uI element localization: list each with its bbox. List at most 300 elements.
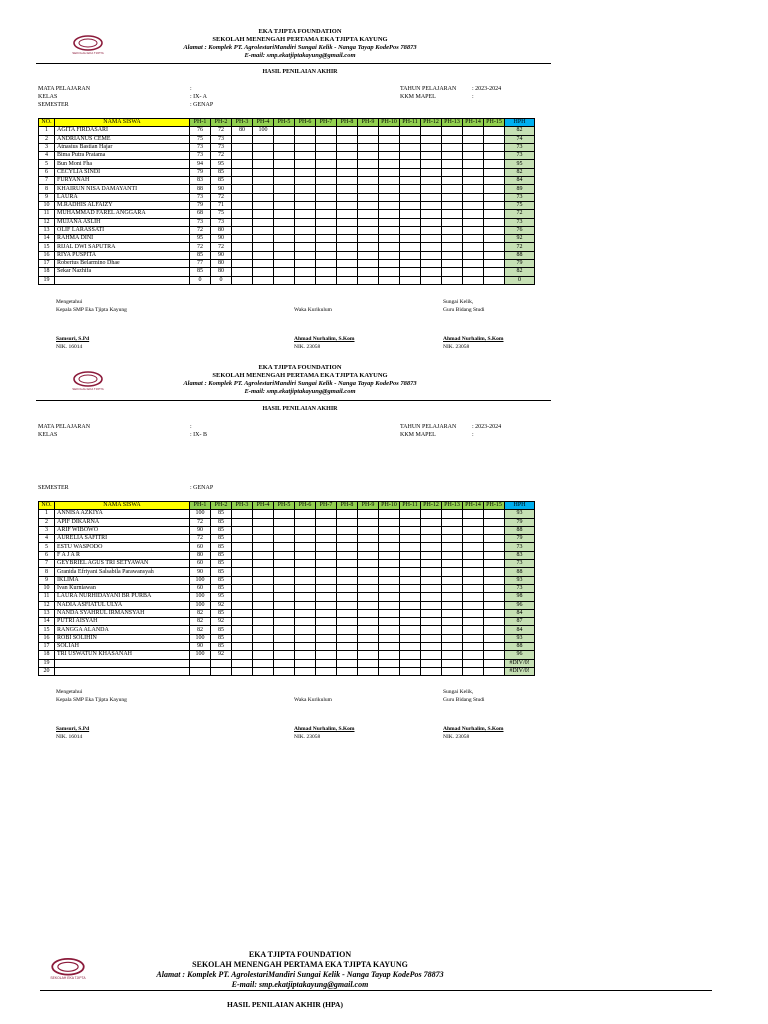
grade-cell: [232, 618, 253, 626]
school-logo-icon: [50, 956, 86, 982]
grade-cell: [274, 127, 295, 135]
grade-cell: [358, 659, 379, 667]
grade-cell: [337, 226, 358, 234]
table-row: [39, 268, 535, 276]
grade-cell: [316, 634, 337, 642]
grade-cell: [463, 276, 484, 284]
grade-cell: [442, 276, 463, 284]
grade-cell: [337, 218, 358, 226]
label-tahun: TAHUN PELAJARAN: [400, 86, 457, 92]
grade-cell: [421, 276, 442, 284]
grade-cell: [232, 260, 253, 268]
table-row: [39, 168, 535, 176]
grade-cell: [442, 626, 463, 634]
table-row: [39, 260, 535, 268]
grade-cell: [337, 535, 358, 543]
grade-cell: [358, 643, 379, 651]
grade-cell: [442, 260, 463, 268]
grade-cell: 80: [211, 268, 232, 276]
grade-cell: [253, 593, 274, 601]
grade-cell: [337, 193, 358, 201]
grade-cell: [274, 268, 295, 276]
grade-cell: [358, 626, 379, 634]
grade-cell: 75: [211, 210, 232, 218]
grade-cell: [337, 576, 358, 584]
student-name: RIYA PUSPITA: [55, 251, 190, 259]
grade-cell: [484, 560, 505, 568]
grade-cell: [421, 518, 442, 526]
grade-cell: [379, 251, 400, 259]
hph-cell: 95: [505, 160, 535, 168]
grade-cell: [442, 593, 463, 601]
grades-table: [38, 118, 535, 285]
grade-cell: [295, 201, 316, 209]
grade-cell: [274, 168, 295, 176]
meta-left: [38, 85, 90, 109]
header-ph: PH-12: [421, 119, 442, 127]
row-number: 19: [39, 276, 55, 284]
meta-left: [38, 423, 90, 439]
grade-cell: [400, 235, 421, 243]
grade-cell: [421, 568, 442, 576]
grade-cell: [442, 510, 463, 518]
grade-cell: [295, 218, 316, 226]
letterhead: [150, 28, 450, 60]
grade-cell: [316, 510, 337, 518]
grade-cell: 90: [211, 235, 232, 243]
grade-cell: [295, 260, 316, 268]
sig-waka-name: Ahmad Nurhalim, S.Kom: [294, 336, 355, 342]
grade-cell: [421, 667, 442, 675]
row-number: 1: [39, 127, 55, 135]
table-row: [39, 634, 535, 642]
label-semester: SEMESTER: [38, 102, 69, 108]
grade-cell: 72: [190, 226, 211, 234]
grade-cell: [421, 576, 442, 584]
sig-guru-name: Ahmad Nurhalim, S.Kom: [443, 336, 504, 342]
grade-cell: 95: [190, 235, 211, 243]
grade-cell: [358, 609, 379, 617]
grade-cell: [316, 535, 337, 543]
grade-cell: [442, 634, 463, 642]
grade-cell: [316, 201, 337, 209]
grade-cell: 82: [190, 626, 211, 634]
grade-cell: [421, 626, 442, 634]
grade-cell: [379, 584, 400, 592]
value-kelas: : IX- A: [190, 94, 207, 100]
grade-cell: [358, 226, 379, 234]
header-ph: PH-11: [400, 119, 421, 127]
grade-cell: [442, 609, 463, 617]
grade-cell: [232, 268, 253, 276]
grade-cell: [358, 152, 379, 160]
student-name: KHAIRUN NISA DAMAYANTI: [55, 185, 190, 193]
student-name: NADIA ASFIATUL ULYA: [55, 601, 190, 609]
student-name: FURYANAH: [55, 177, 190, 185]
hph-cell: 79: [505, 518, 535, 526]
grade-cell: [379, 218, 400, 226]
grade-cell: [484, 201, 505, 209]
school-address: Alamat : Komplek PT. AgrolestariMandiri Sungai Kelik - Nanga Tayap KodePos 78873: [183, 44, 417, 51]
grade-cell: [253, 510, 274, 518]
student-name: LAURA NURHIDAYANI BR PURBA: [55, 593, 190, 601]
grade-cell: [358, 560, 379, 568]
sig-kepala-nik: NIK. 16014: [56, 734, 83, 740]
grade-cell: 85: [211, 510, 232, 518]
grade-cell: [295, 193, 316, 201]
grade-cell: [316, 193, 337, 201]
grade-cell: [337, 152, 358, 160]
grade-cell: [232, 626, 253, 634]
grade-cell: [484, 152, 505, 160]
table-row: [39, 152, 535, 160]
grade-cell: [379, 667, 400, 675]
student-name: GEYBRIEL AGUS TRI SETYAWAN: [55, 560, 190, 568]
grade-cell: [316, 643, 337, 651]
row-number: 10: [39, 584, 55, 592]
school-logo-icon: [72, 34, 104, 56]
grade-cell: [232, 667, 253, 675]
student-name: Robertus Belarmino Dhae: [55, 260, 190, 268]
grade-cell: [442, 127, 463, 135]
grade-cell: [484, 551, 505, 559]
grade-cell: [484, 618, 505, 626]
grade-cell: [295, 568, 316, 576]
grade-cell: [421, 251, 442, 259]
grade-cell: [274, 193, 295, 201]
grade-cell: [232, 568, 253, 576]
grade-cell: [337, 235, 358, 243]
meta-right: [400, 85, 456, 101]
grade-cell: [295, 601, 316, 609]
grade-cell: [253, 526, 274, 534]
grade-cell: [295, 560, 316, 568]
grade-cell: [253, 218, 274, 226]
grade-cell: [421, 201, 442, 209]
grade-cell: [358, 251, 379, 259]
grade-cell: [232, 609, 253, 617]
grade-cell: [316, 518, 337, 526]
grade-cell: [316, 160, 337, 168]
grade-cell: [253, 201, 274, 209]
table-row: [39, 667, 535, 675]
school-email: E-mail: smp.ekatjiptakayung@gmail.com: [244, 52, 356, 59]
grade-cell: [421, 193, 442, 201]
grade-cell: [379, 518, 400, 526]
hph-cell: #DIV/0!: [505, 667, 535, 675]
grade-cell: [400, 201, 421, 209]
report-section-3: [0, 946, 768, 1024]
grade-cell: [484, 135, 505, 143]
grade-cell: [400, 127, 421, 135]
grade-cell: [442, 651, 463, 659]
hph-cell: 84: [505, 626, 535, 634]
hph-cell: 83: [505, 551, 535, 559]
letterhead: [100, 950, 500, 990]
grade-cell: [421, 601, 442, 609]
grade-cell: [316, 551, 337, 559]
grade-cell: [295, 634, 316, 642]
row-number: 20: [39, 667, 55, 675]
grade-cell: [379, 551, 400, 559]
row-number: 18: [39, 651, 55, 659]
grade-cell: [232, 251, 253, 259]
grade-cell: [253, 576, 274, 584]
grade-cell: [337, 651, 358, 659]
grade-cell: [337, 543, 358, 551]
row-number: 15: [39, 243, 55, 251]
grade-cell: [274, 510, 295, 518]
grade-cell: 79: [190, 168, 211, 176]
grade-cell: [484, 160, 505, 168]
student-name: AGITA FIRDASARI: [55, 127, 190, 135]
grade-cell: [274, 226, 295, 234]
grade-cell: [421, 643, 442, 651]
sig-kepala-name: Samsuri, S.Pd: [56, 726, 90, 732]
grade-cell: [274, 535, 295, 543]
student-name: SOLIAH: [55, 643, 190, 651]
grade-cell: [295, 510, 316, 518]
grade-cell: [484, 609, 505, 617]
grade-cell: [379, 243, 400, 251]
svg-text:SEKOLAH EKA TJIPTA: SEKOLAH EKA TJIPTA: [72, 51, 104, 55]
letterhead-divider: [40, 990, 712, 991]
hph-cell: 96: [505, 601, 535, 609]
row-number: 19: [39, 659, 55, 667]
grade-cell: 85: [211, 543, 232, 551]
grade-cell: [274, 177, 295, 185]
grade-cell: [337, 243, 358, 251]
grade-cell: [484, 218, 505, 226]
row-number: 7: [39, 560, 55, 568]
svg-text:SEKOLAH EKA TJIPTA: SEKOLAH EKA TJIPTA: [72, 387, 104, 391]
grade-cell: [442, 535, 463, 543]
grade-cell: [316, 235, 337, 243]
table-row: [39, 609, 535, 617]
grade-cell: [274, 576, 295, 584]
grade-cell: [295, 160, 316, 168]
grade-cell: [295, 593, 316, 601]
grade-cell: 72: [211, 127, 232, 135]
grade-cell: 85: [211, 518, 232, 526]
header-ph: PH-14: [463, 119, 484, 127]
grade-cell: [295, 268, 316, 276]
grade-cell: [463, 268, 484, 276]
grade-cell: [400, 143, 421, 151]
table-row: [39, 127, 535, 135]
grade-cell: [337, 659, 358, 667]
grade-cell: 68: [190, 210, 211, 218]
grade-cell: [190, 659, 211, 667]
grade-cell: [400, 584, 421, 592]
grade-cell: [358, 260, 379, 268]
grade-cell: [463, 260, 484, 268]
grade-cell: [484, 260, 505, 268]
grade-cell: [316, 651, 337, 659]
meta-right-values: [472, 423, 501, 439]
grade-cell: [295, 152, 316, 160]
grade-cell: [421, 535, 442, 543]
header-ph: PH-13: [442, 119, 463, 127]
grade-cell: [295, 185, 316, 193]
grade-cell: [400, 160, 421, 168]
grade-cell: [337, 518, 358, 526]
grade-cell: [232, 210, 253, 218]
table-row: [39, 185, 535, 193]
grade-cell: [316, 260, 337, 268]
grade-cell: 73: [211, 218, 232, 226]
grade-cell: [400, 634, 421, 642]
grade-cell: [232, 168, 253, 176]
header-ph: PH-15: [484, 502, 505, 510]
school-email: E-mail: smp.ekatjiptakayung@gmail.com: [244, 388, 356, 395]
grade-cell: [442, 518, 463, 526]
grade-cell: [295, 609, 316, 617]
grade-cell: [442, 560, 463, 568]
table-row: [39, 201, 535, 209]
hph-cell: 84: [505, 177, 535, 185]
grade-cell: [421, 210, 442, 218]
grade-cell: 72: [190, 518, 211, 526]
grade-cell: 73: [211, 143, 232, 151]
grade-cell: [274, 251, 295, 259]
grade-cell: 85: [211, 609, 232, 617]
grade-cell: 73: [211, 135, 232, 143]
table-row: [39, 659, 535, 667]
grade-cell: [316, 127, 337, 135]
grade-cell: [274, 235, 295, 243]
grade-cell: 85: [211, 568, 232, 576]
grade-cell: 85: [190, 251, 211, 259]
grade-cell: 72: [211, 243, 232, 251]
grade-cell: [442, 576, 463, 584]
hph-cell: 79: [505, 535, 535, 543]
grade-cell: 76: [190, 127, 211, 135]
header-ph: PH-9: [358, 119, 379, 127]
header-ph: PH-15: [484, 119, 505, 127]
grade-cell: 71: [211, 201, 232, 209]
grade-cell: [253, 135, 274, 143]
grade-cell: [421, 243, 442, 251]
grade-cell: [274, 593, 295, 601]
grade-cell: [337, 185, 358, 193]
grade-cell: [274, 643, 295, 651]
hph-cell: 73: [505, 543, 535, 551]
grade-cell: [358, 510, 379, 518]
student-name: [55, 276, 190, 284]
grade-cell: [337, 609, 358, 617]
grade-cell: [484, 634, 505, 642]
grade-cell: [253, 143, 274, 151]
grade-cell: [379, 226, 400, 234]
grade-cell: [253, 210, 274, 218]
grade-cell: [463, 667, 484, 675]
grade-cell: 73: [190, 143, 211, 151]
grade-cell: [274, 152, 295, 160]
header-ph: PH-2: [211, 119, 232, 127]
table-row: [39, 601, 535, 609]
grade-cell: [463, 659, 484, 667]
grade-cell: [379, 201, 400, 209]
grade-cell: [316, 243, 337, 251]
hph-cell: #DIV/0!: [505, 659, 535, 667]
grade-cell: [379, 618, 400, 626]
grade-cell: [295, 643, 316, 651]
label-mapel: MATA PELAJARAN: [38, 424, 91, 430]
grade-cell: [274, 526, 295, 534]
grade-cell: 85: [211, 576, 232, 584]
signature-guru: [443, 688, 504, 741]
grade-cell: [358, 618, 379, 626]
grade-cell: [379, 152, 400, 160]
grade-cell: [316, 576, 337, 584]
grade-cell: [421, 593, 442, 601]
student-name: MUJANA ASLIH: [55, 218, 190, 226]
grade-cell: [232, 601, 253, 609]
grade-cell: [337, 210, 358, 218]
student-name: ANDRIANUS CEME: [55, 135, 190, 143]
grade-cell: [379, 127, 400, 135]
grade-cell: [400, 168, 421, 176]
grade-cell: [232, 152, 253, 160]
grade-cell: [442, 543, 463, 551]
grade-cell: [316, 601, 337, 609]
grade-cell: [358, 651, 379, 659]
table-row: [39, 526, 535, 534]
grade-cell: [253, 643, 274, 651]
grade-cell: [253, 276, 274, 284]
grade-cell: [253, 168, 274, 176]
letterhead: [150, 364, 450, 396]
grade-cell: [253, 601, 274, 609]
grade-cell: [463, 251, 484, 259]
student-name: PUTRI AISYAH: [55, 618, 190, 626]
grade-cell: [379, 593, 400, 601]
grade-cell: 90: [211, 185, 232, 193]
grade-cell: [274, 276, 295, 284]
grade-cell: [463, 127, 484, 135]
header-name: NAMA SISWA: [55, 502, 190, 510]
grade-cell: [442, 193, 463, 201]
grade-cell: [253, 618, 274, 626]
grade-cell: [316, 152, 337, 160]
student-name: CECYLIA SINDI: [55, 168, 190, 176]
grade-cell: [400, 276, 421, 284]
grade-cell: [253, 243, 274, 251]
hph-cell: 73: [505, 560, 535, 568]
grade-cell: [400, 185, 421, 193]
header-ph: PH-8: [337, 119, 358, 127]
grade-cell: [484, 276, 505, 284]
grade-cell: [400, 510, 421, 518]
grade-cell: [274, 568, 295, 576]
grade-cell: [379, 651, 400, 659]
grade-cell: [400, 618, 421, 626]
letterhead-divider: [36, 400, 551, 401]
school-logo-icon: [72, 370, 104, 392]
grade-cell: [442, 135, 463, 143]
grade-cell: [463, 185, 484, 193]
report-title: HASIL PENILAIAN AKHIR (HPA): [227, 1000, 343, 1009]
grade-cell: [421, 526, 442, 534]
grade-cell: [274, 560, 295, 568]
meta-left-values: [190, 423, 207, 439]
table-row: [39, 235, 535, 243]
grade-cell: [274, 667, 295, 675]
grade-cell: [274, 218, 295, 226]
grade-cell: [358, 243, 379, 251]
grade-cell: [421, 510, 442, 518]
